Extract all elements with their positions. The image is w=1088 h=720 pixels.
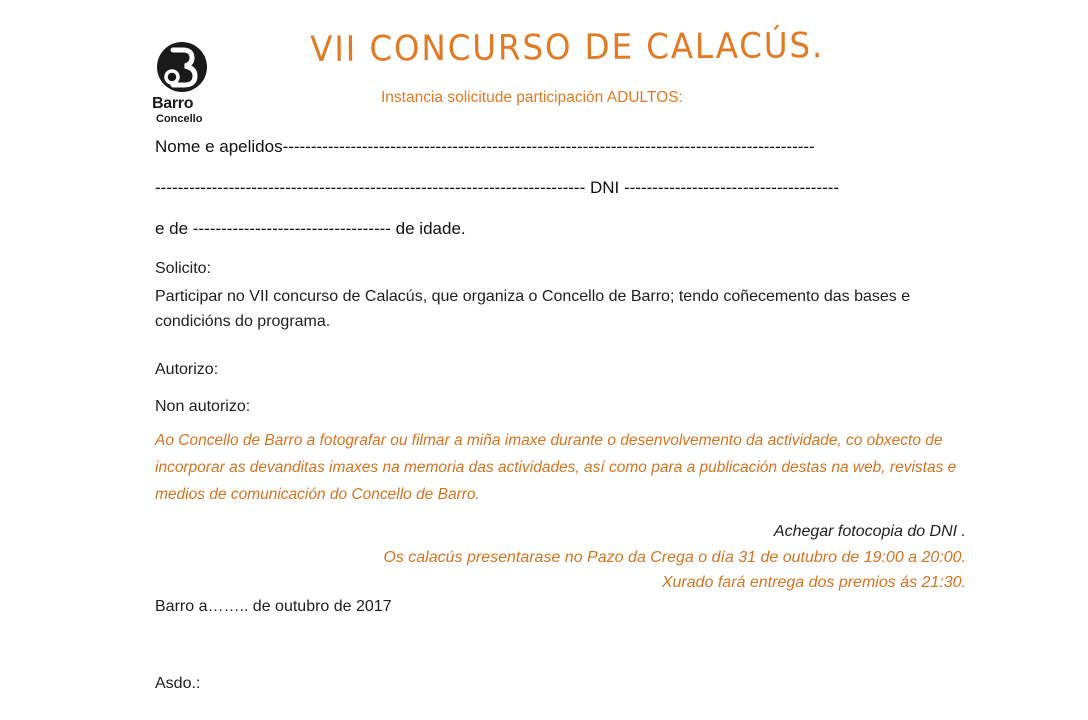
- dni-field-line[interactable]: ---------------------------------------------------------------------------- DNI --------------------------------------: [155, 178, 840, 197]
- barro-logo: [152, 42, 218, 128]
- attach-dni-note: Achegar fotocopia do DNI .: [773, 523, 966, 540]
- awards-note: Xurado fará entrega dos premios ás 21:30.: [661, 574, 966, 591]
- page-title: VII CONCURSO DE CALACÚS.: [310, 26, 825, 70]
- date-line: Barro a…….. de outubro de 2017: [155, 598, 392, 615]
- not-authorize-option[interactable]: Non autorizo:: [155, 398, 251, 415]
- page-subtitle: Instancia solicitude participación ADULTOS:: [381, 89, 683, 106]
- request-text: Participar no VII concurso de Calacús, que organiza o Concello de Barro; tendo coñecemento das bases e condicións do programa.: [155, 288, 911, 330]
- authorization-text: Ao Concello de Barro a fotografar ou filmar a miña imaxe durante o desenvolvemento da actividade, co obxecto de incorporar as devanditas imaxes na memoria das actividades, así como para a publicación destas na web, revistas e medios de comunicación do Concello de Barro.: [155, 432, 957, 503]
- logo-subtitle: Concello: [156, 113, 203, 125]
- barro-emblem-icon: [152, 42, 212, 94]
- name-field-line[interactable]: Nome e apelidos----------------------------------------------------------------------------------------------: [155, 137, 815, 156]
- signature-label: Asdo.:: [155, 675, 201, 692]
- logo-name: Barro: [152, 95, 194, 112]
- request-label: Solicito:: [155, 260, 212, 277]
- age-field-line[interactable]: e de ----------------------------------- de idade.: [155, 219, 466, 238]
- presentation-note: Os calacús presentarase no Pazo da Crega o día 31 de outubro de 19:00 a 20:00.: [383, 549, 966, 566]
- authorize-option[interactable]: Autorizo:: [155, 361, 219, 378]
